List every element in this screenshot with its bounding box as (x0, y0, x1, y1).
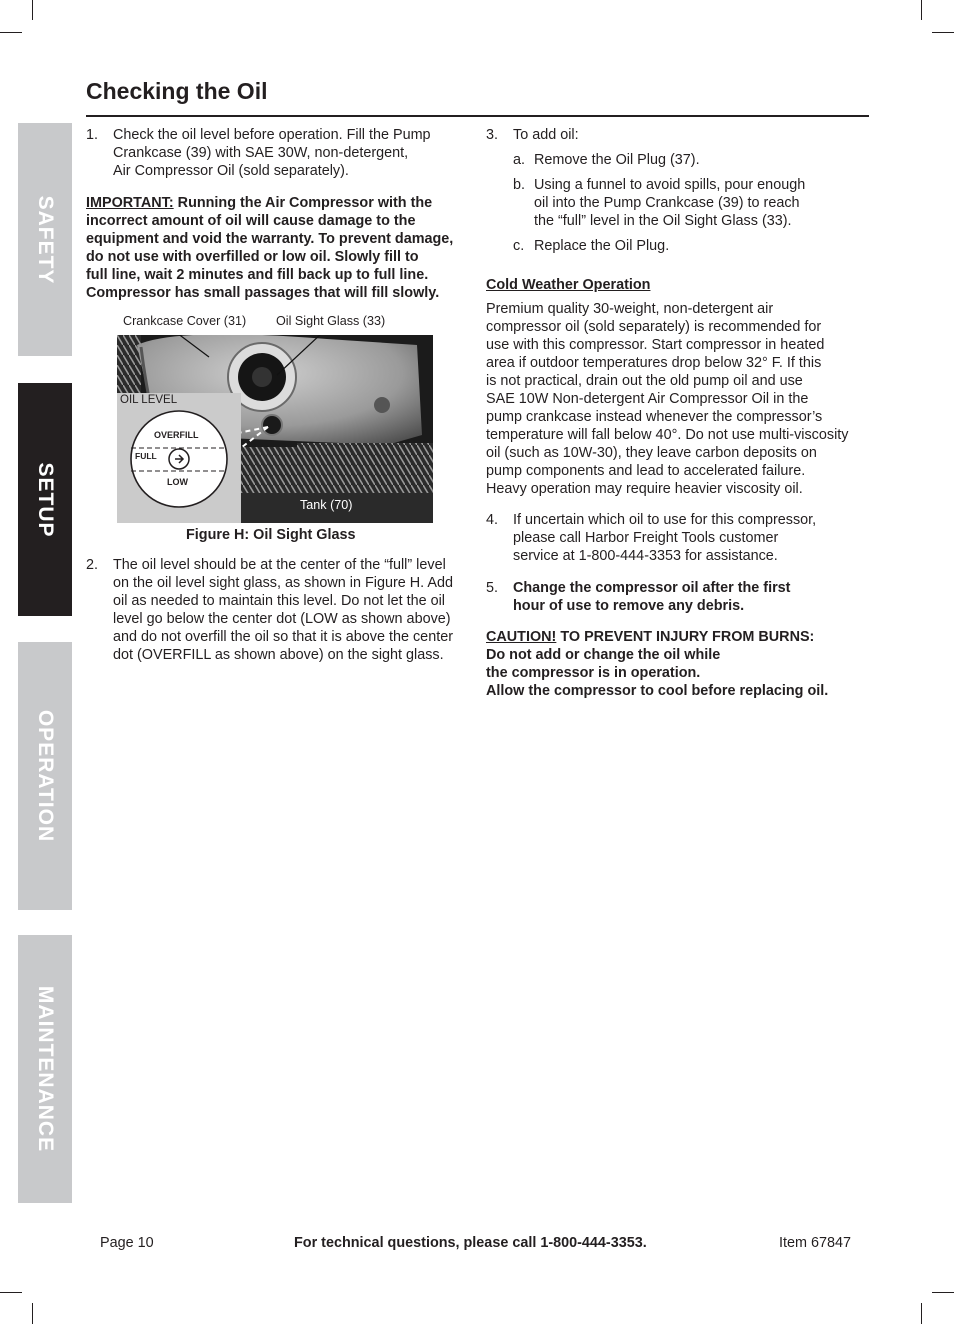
text-line: Change the compressor oil after the first (513, 580, 791, 596)
crop-mark (932, 1292, 954, 1293)
cold-weather-heading: Cold Weather Operation (486, 277, 651, 293)
step-3b (486, 176, 871, 230)
oil-sight-glass-figure (117, 335, 433, 523)
text-line: Do not add or change the oil while (486, 647, 721, 663)
substep-letter: a. (513, 152, 526, 168)
text-line: Heavy operation may require heavier viscosity oil. (486, 481, 803, 497)
step-3c (486, 237, 871, 255)
tab-operation-label: OPERATION (34, 709, 57, 843)
important-note (86, 194, 476, 302)
tech-support-line: For technical questions, please call 1-800-444-3353. (294, 1235, 647, 1251)
overfill-label: OVERFILL (154, 430, 199, 440)
left-column-lower (86, 556, 476, 664)
tab-setup-label: SETUP (34, 461, 57, 538)
title-rule (86, 115, 869, 117)
important-label: IMPORTANT: (86, 195, 174, 211)
caution-label: CAUTION! (486, 629, 557, 645)
text-line: please call Harbor Freight Tools customer (513, 530, 779, 546)
step-number: 2. (86, 557, 99, 573)
text-line: Replace the Oil Plug. (534, 238, 670, 254)
text-line: TO PREVENT INJURY FROM BURNS: (556, 629, 815, 645)
text-line: Crankcase (39) with SAE 30W, non-detergent, (113, 145, 409, 161)
text-line: full line, wait 2 minutes and fill back up to full line. (86, 267, 429, 283)
low-label: LOW (167, 477, 188, 487)
step-1 (86, 126, 476, 180)
text-line: pump crankcase instead whenever the compressor’s (486, 409, 823, 425)
tab-safety[interactable] (18, 123, 72, 356)
text-line: SAE 10W Non-detergent Air Compressor Oil in the (486, 391, 809, 407)
text-line: incorrect amount of oil will cause damage to the (86, 213, 416, 229)
full-label: FULL (135, 451, 157, 461)
tab-operation[interactable] (18, 642, 72, 910)
text-line: oil (such as 10W-30), they leave carbon deposits on (486, 445, 817, 461)
text-line: Air Compressor Oil (sold separately). (113, 163, 349, 179)
step-5 (486, 579, 871, 615)
text-line: hour of use to remove any debris. (513, 598, 745, 614)
tab-setup[interactable] (18, 383, 72, 616)
oil-level-label: OIL LEVEL (120, 394, 178, 406)
callout-oil-sight-glass: Oil Sight Glass (33) (276, 314, 386, 328)
text-line: oil into the Pump Crankcase (39) to reach (534, 195, 800, 211)
tab-maintenance[interactable] (18, 935, 72, 1203)
callout-crankcase-cover: Crankcase Cover (31) (123, 314, 247, 328)
substep-letter: c. (513, 238, 525, 254)
text-line: level go below the center dot (LOW as shown above) (113, 611, 451, 627)
text-line: pump components and lead to accelerated failure. (486, 463, 806, 479)
right-column (486, 126, 871, 700)
crop-mark (932, 32, 954, 33)
caution-note (486, 628, 871, 700)
step-3a (486, 151, 871, 169)
step-number: 4. (486, 512, 499, 528)
text-line: Remove the Oil Plug (37). (534, 152, 700, 168)
step-number: 5. (486, 580, 499, 596)
crop-mark (0, 32, 22, 33)
text-line: If uncertain which oil to use for this compressor, (513, 512, 817, 528)
step-number: 1. (86, 127, 99, 143)
text-line: oil as needed to maintain this level. Do not let the oil (113, 593, 445, 609)
crop-mark (921, 1303, 922, 1324)
text-line: area if outdoor temperatures drop below 32° F. If this (486, 355, 822, 371)
text-line: on the oil level sight glass, as shown in Figure H. Add (113, 575, 453, 591)
text-line: dot (OVERFILL as shown above) on the sight glass. (113, 647, 444, 663)
crop-mark (921, 0, 922, 20)
step-number: 3. (486, 127, 499, 143)
text-line: use with this compressor. Start compressor in heated (486, 337, 825, 353)
tab-safety-label: SAFETY (34, 195, 57, 284)
text-line: temperature will fall below 40°. Do not use multi-viscosity (486, 427, 849, 443)
item-number: Item 67847 (779, 1235, 852, 1251)
text-line: The oil level should be at the center of the “full” level (113, 557, 446, 573)
crop-mark (32, 1303, 33, 1324)
text-line: Using a funnel to avoid spills, pour enough (534, 177, 806, 193)
text-line: the compressor is in operation. (486, 665, 701, 681)
crop-mark (0, 1292, 22, 1293)
step-3 (486, 126, 871, 144)
compressor-photo (117, 335, 433, 523)
text-line: equipment and void the warranty. To prevent damage, (86, 231, 454, 247)
step-4 (486, 511, 871, 565)
text-line: Allow the compressor to cool before replacing oil. (486, 683, 829, 699)
text-line: is not practical, drain out the old pump oil and use (486, 373, 803, 389)
text-line: To add oil: (513, 127, 579, 143)
text-line: do not use with overfilled or low oil. Slowly fill to (86, 249, 419, 265)
left-column (86, 126, 476, 302)
text-line: Check the oil level before operation. Fill the Pump (113, 127, 431, 143)
text-line: and do not overfill the oil so that it is above the center (113, 629, 453, 645)
crop-mark (32, 0, 33, 20)
substep-letter: b. (513, 177, 526, 193)
figure-caption: Figure H: Oil Sight Glass (186, 527, 356, 543)
page-title: Checking the Oil (86, 78, 268, 104)
text-line: the “full” level in the Oil Sight Glass (33). (534, 213, 792, 229)
tab-maintenance-label: MAINTENANCE (34, 985, 57, 1153)
text-line: service at 1-800-444-3353 for assistance. (513, 548, 778, 564)
page-number: Page 10 (100, 1235, 154, 1251)
text-line: Running the Air Compressor with the (173, 195, 433, 211)
text-line: compressor oil (sold separately) is recommended for (486, 319, 822, 335)
step-2 (86, 556, 476, 664)
text-line: Compressor has small passages that will fill slowly. (86, 285, 440, 301)
cold-weather-paragraph (486, 300, 871, 498)
tank-label: Tank (70) (300, 498, 353, 512)
text-line: Premium quality 30-weight, non-detergent air (486, 301, 774, 317)
